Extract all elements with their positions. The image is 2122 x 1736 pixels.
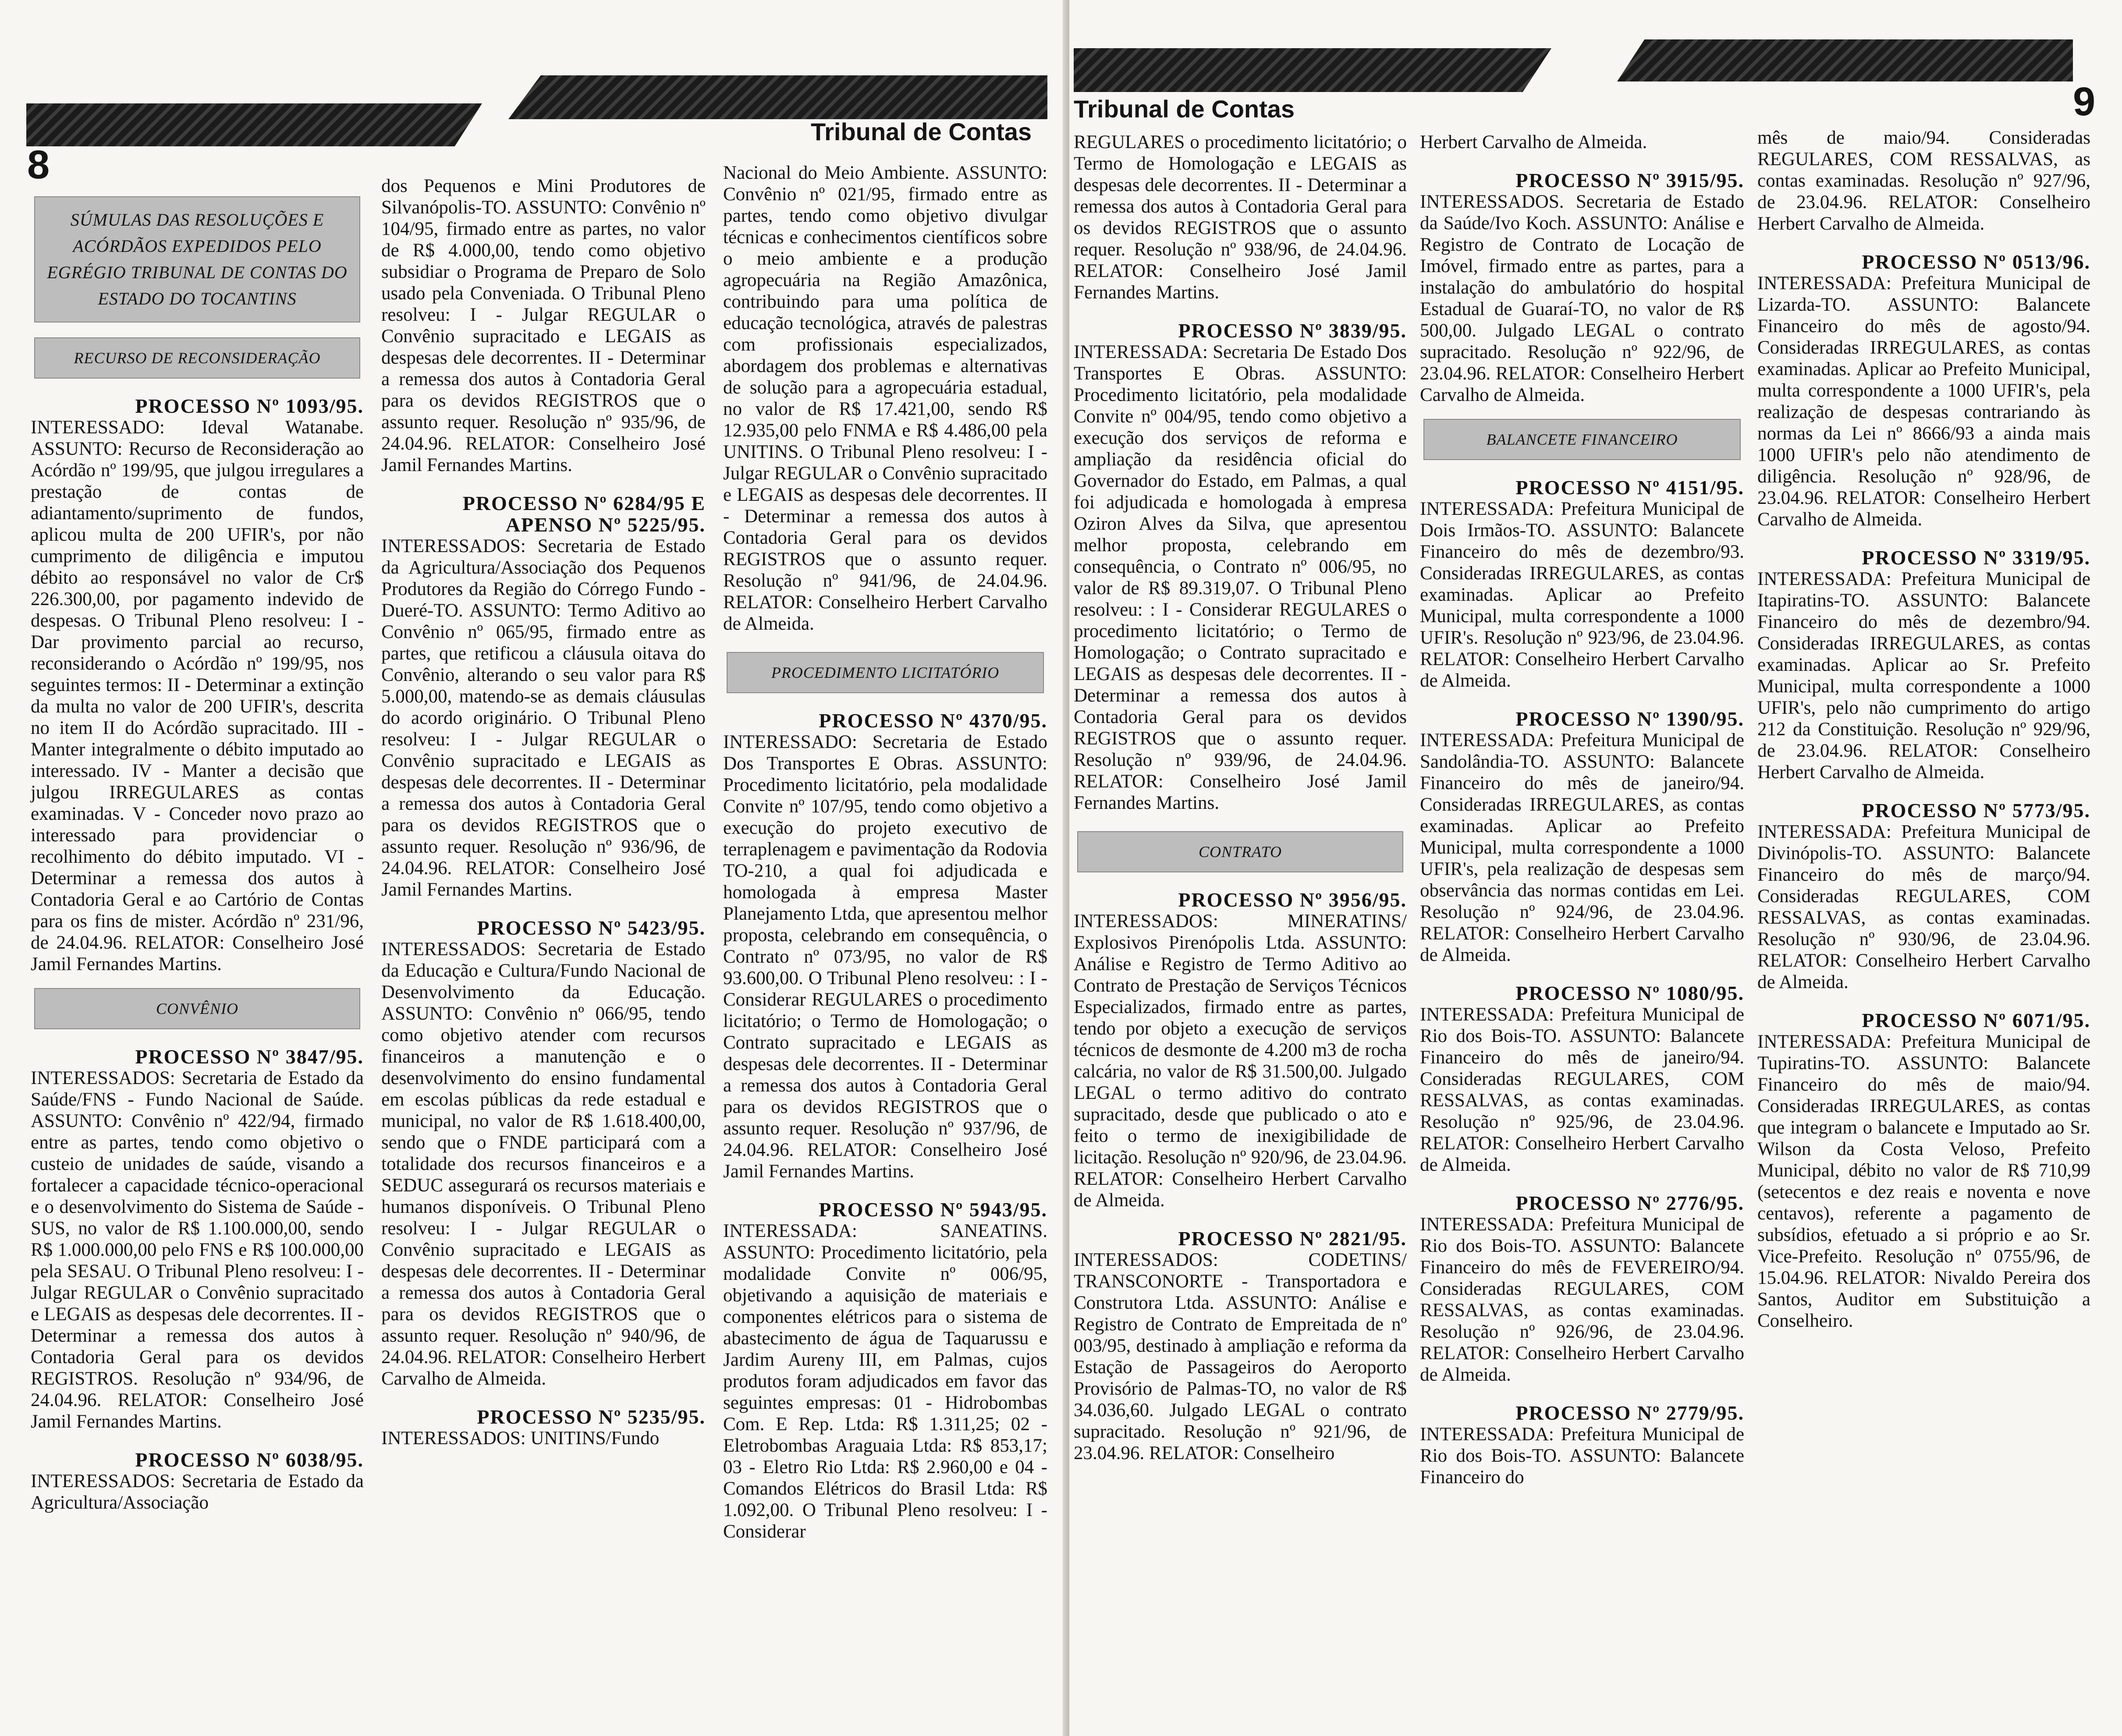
- section-banner-contrato: CONTRATO: [1077, 831, 1403, 872]
- process-body: dos Pequenos e Mini Produtores de Silvanópolis-TO. ASSUNTO: Convênio nº 104/95, firmado entre as partes, no valor de R$ 4.000,00, tendo como objetivo subsidiar o Programa de Preparo de Solo usado pela Conveniada. O Tribunal Pleno resolveu: I - Julgar REGULAR o Convênio supracitado e LEGAIS as despesas dele decorrentes. II - Determinar a remessa dos autos à Contadoria Geral para os devidos REGISTROS que o assunto requer. Resolução nº 935/96, de 24.04.96. RELATOR: Conselheiro José Jamil Fernandes Martins.: [381, 176, 706, 475]
- process-body: Herbert Carvalho de Almeida.: [1420, 132, 1647, 152]
- process-title: PROCESSO Nº 5423/95.: [477, 917, 706, 939]
- section-banner-licitatorio: PROCEDIMENTO LICITATÓRIO: [727, 652, 1044, 693]
- process-title: PROCESSO Nº 4151/95.: [1515, 476, 1744, 499]
- process-body: INTERESSADO: Secretaria de Estado Dos Transportes E Obras. ASSUNTO: Procedimento licitatório, pela modalidade Convite nº 107/95, tendo como objetivo a execução do projeto executivo de terraplenagem e pavimentação da Rodovia TO-210, a qual foi adjudicada e homologada à empresa Master Planejamento Ltda, que apresentou melhor proposta, celebrando em consequência, o Contrato nº 073/95, no valor de R$ 93.600,00. O Tribunal Pleno resolveu: : I - Considerar REGULARES o procedimento licitatório; o Termo de Homologação; o Contrato supracitado e LEGAIS as despesas dele decorrentes. II - Determinar a remessa dos autos à Contadoria Geral para os devidos REGISTROS que o assunto requer. Resolução nº 937/96, de 24.04.96. RELATOR: Conselheiro José Jamil Fernandes Martins.: [723, 732, 1047, 1182]
- page-number: 9: [2073, 79, 2096, 124]
- process-body: INTERESSADA: Prefeitura Municipal de Itapiratins-TO. ASSUNTO: Balancete Financeiro do mês de dezembro/94. Consideradas IRREGULARES, as contas examinadas. Aplicar ao Sr. Prefeito Municipal, multa correspondente a 1000 UFIR's, pelo não cumprimento do artigo 212 da Constituição. Resolução nº 929/96, de 23.04.96. RELATOR: Conselheiro Herbert Carvalho de Almeida.: [1757, 569, 2090, 783]
- process-title: PROCESSO Nº 5235/95.: [477, 1406, 706, 1428]
- process-body: INTERESSADA: Prefeitura Municipal de Rio dos Bois-TO. ASSUNTO: Balancete Financeiro do mês de janeiro/94. Consideradas REGULARES, COM RESSALVAS, as contas examinadas. Resolução nº 925/96, de 23.04.96. RELATOR: Conselheiro Herbert Carvalho de Almeida.: [1420, 1004, 1744, 1175]
- process-body: INTERESSADA: Prefeitura Municipal de Rio dos Bois-TO. ASSUNTO: Balancete Financeiro do mês de FEVEREIRO/94. Consideradas REGULARES, COM RESSALVAS, as contas examinadas. Resolução nº 926/96, de 23.04.96. RELATOR: Conselheiro Herbert Carvalho de Almeida.: [1420, 1214, 1744, 1385]
- process-body: INTERESSADA: Secretaria De Estado Dos Transportes E Obras. ASSUNTO: Procedimento licitatório, pela modalidade Convite nº 004/95, tendo como objetivo a execução dos serviços de reforma e ampliação da residência oficial do Governador do Estado, em Palmas, a qual foi adjudicada e homologada à empresa Oziron Alves da Silva, que apresentou melhor proposta, celebrando em consequência, o Contrato nº 006/95, no valor de R$ 89.319,07. O Tribunal Pleno resolveu: : I - Considerar REGULARES o procedimento licitatório; o Termo de Homologação; o Contrato supracitado e LEGAIS as despesas dele decorrentes. II - Determinar a remessa dos autos à Contadoria Geral para os devidos REGISTROS que o assunto requer. Resolução nº 939/96, de 24.04.96. RELATOR: Conselheiro José Jamil Fernandes Martins.: [1074, 342, 1407, 813]
- process-title: PROCESSO Nº 1093/95.: [135, 395, 364, 417]
- header-bar-right: [508, 75, 1047, 119]
- process-body: INTERESSADOS: Secretaria de Estado da Agricultura/Associação: [31, 1471, 364, 1513]
- process-body: INTERESSADA: Prefeitura Municipal de Lizarda-TO. ASSUNTO: Balancete Financeiro do mês de agosto/94. Consideradas IRREGULARES, as contas examinadas. Aplicar ao Prefeito Municipal, multa correspondente a 1000 UFIR's, pela realização de despesas contrariando às normas da Lei nº 8666/93 a ainda mais 1000 UFIR's pelo não atendimento de diligência. Resolução nº 928/96, de 23.04.96. RELATOR: Conselheiro Herbert Carvalho de Almeida.: [1757, 273, 2090, 530]
- process-body: INTERESSADOS: Secretaria de Estado da Saúde/FNS - Fundo Nacional de Saúde. ASSUNTO: Convênio nº 422/94, firmado entre as partes, tendo como objetivo o custeio de unidades de saúde, visando a fortalecer a capacidade técnico-operacional e o desenvolvimento do Sistema de Saúde - SUS, no valor de R$ 1.100.000,00, sendo R$ 1.000.000,00 pelo FNS e R$ 100.000,00 pela SESAU. O Tribunal Pleno resolveu: I - Julgar REGULAR o Convênio supracitado e LEGAIS as despesas dele decorrentes. II - Determinar a remessa dos autos à Contadoria Geral para os devidos REGISTROS. Resolução nº 934/96, de 24.04.96. RELATOR: Conselheiro José Jamil Fernandes Martins.: [31, 1068, 364, 1432]
- right-page: [1069, 0, 2122, 1736]
- header-bar-right: [1617, 39, 2073, 81]
- column-3: [723, 162, 1047, 1545]
- process-title: PROCESSO Nº 1080/95.: [1515, 982, 1744, 1004]
- process-body: INTERESSADOS: UNITINS/Fundo: [381, 1428, 660, 1449]
- process-title: PROCESSO Nº 4370/95.: [819, 709, 1047, 732]
- process-title: PROCESSO Nº 3956/95.: [1178, 889, 1407, 911]
- process-body: INTERESSADA: Prefeitura Municipal de Rio dos Bois-TO. ASSUNTO: Balancete Financeiro do: [1420, 1424, 1744, 1488]
- section-banner-balancete: BALANCETE FINANCEIRO: [1423, 419, 1741, 460]
- process-body: INTERESSADA: Prefeitura Municipal de Sandolândia-TO. ASSUNTO: Balancete Financeiro do mês de janeiro/94. Consideradas IRREGULARES, as contas examinadas. Aplicar ao Prefeito Municipal, multa correspondente a 1000 UFIR's, pela realização de despesas sem observância das normas contidas em Lei. Resolução nº 924/96, de 23.04.96. RELATOR: Conselheiro Herbert Carvalho de Almeida.: [1420, 730, 1744, 965]
- process-title: PROCESSO Nº 2821/95.: [1178, 1227, 1407, 1250]
- column-2: [381, 175, 706, 1452]
- process-body: INTERESSADOS: Secretaria de Estado da Agricultura/Associação dos Pequenos Produtores da Região do Córrego Fundo - Dueré-TO. ASSUNTO: Termo Aditivo ao Convênio nº 065/95, firmado entre as partes, que retificou a cláusula oitava do Convênio, alterando o seu valor para R$ 5.000,00, matendo-se as demais cláusulas do acordo originário. O Tribunal Pleno resolveu: I - Julgar REGULAR o Convênio supracitado e LEGAIS as despesas dele decorrentes. II - Determinar a remessa dos autos à Contadoria Geral para os devidos REGISTROS que o assunto requer. Resolução nº 936/96, de 24.04.96. RELATOR: Conselheiro José Jamil Fernandes Martins.: [381, 536, 706, 900]
- process-body: mês de maio/94. Consideradas REGULARES, COM RESSALVAS, as contas examinadas. Resolução nº 927/96, de 23.04.96. RELATOR: Conselheiro Herbert Carvalho de Almeida.: [1757, 128, 2090, 234]
- process-title: PROCESSO Nº 6038/95.: [135, 1449, 364, 1471]
- process-title: PROCESSO Nº 6284/95 E APENSO Nº 5225/95.: [462, 492, 706, 536]
- header-bar-left: [1074, 48, 1551, 92]
- section-title: Tribunal de Contas: [1074, 95, 1295, 123]
- summary-banner: SÚMULAS DAS RESOLUÇÕES E ACÓRDÃOS EXPEDIDOS PELO EGRÉGIO TRIBUNAL DE CONTAS DO ESTADO DO TOCANTINS: [34, 196, 360, 322]
- column-3: [1757, 127, 2090, 1334]
- process-title: PROCESSO Nº 2776/95.: [1515, 1192, 1744, 1214]
- process-body: INTERESSADA: Prefeitura Municipal de Tupiratins-TO. ASSUNTO: Balancete Financeiro do mês de maio/94. Consideradas IRREGULARES, as contas que integram o balancete e Imputado ao Sr. Wilson da Costa Veloso, Prefeito Municipal, débito no valor de R$ 710,99 (setecentos e dez reais e noventa e nove centavos), referente a pagamento de subsídios, efetuado a si próprio e ao Sr. Vice-Prefeito. Resolução nº 0755/96, de 15.04.96. RELATOR: Nivaldo Pereira dos Santos, Auditor em Substituição a Conselheiro.: [1757, 1031, 2090, 1331]
- process-body: INTERESSADOS: Secretaria de Estado da Educação e Cultura/Fundo Nacional de Desenvolvimento da Educação. ASSUNTO: Convênio nº 066/95, tendo como objetivo atender com recursos financeiros a manutenção e o desenvolvimento do ensino fundamental em escolas públicas da rede estadual e municipal, no valor de R$ 1.618.400,00, sendo que o FNDE participará com a totalidade dos recursos financeiros e a SEDUC assegurará os recursos materiais e humanos disponíveis. O Tribunal Pleno resolveu: I - Julgar REGULAR o Convênio supracitado e LEGAIS as despesas dele decorrentes. II - Determinar a remessa dos autos à Contadoria Geral para os devidos REGISTROS que o assunto requer. Resolução nº 940/96, de 24.04.96. RELATOR: Conselheiro Herbert Carvalho de Almeida.: [381, 939, 706, 1389]
- page-number: 8: [27, 142, 50, 187]
- process-title: PROCESSO Nº 0513/96.: [1862, 251, 2090, 273]
- process-body: INTERESSADOS: CODETINS/ TRANSCONORTE - Transportadora e Construtora Ltda. ASSUNTO: Análise e Registro de Contrato de Empreitada de nº 003/95, destinado à ampliação e reforma da Estação de Passageiros do Aeroporto Provisório de Palmas-TO, no valor de R$ 34.036,60. Julgado LEGAL o contrato supracitado. Resolução nº 921/96, de 23.04.96. RELATOR: Conselheiro: [1074, 1250, 1407, 1463]
- process-body: REGULARES o procedimento licitatório; o Termo de Homologação e LEGAIS as despesas dele decorrentes. II - Determinar a remessa dos autos à Contadoria Geral para os devidos REGISTROS que o assunto requer. Resolução nº 938/96, de 24.04.96. RELATOR: Conselheiro José Jamil Fernandes Martins.: [1074, 132, 1407, 303]
- process-title: PROCESSO Nº 3847/95.: [135, 1045, 364, 1068]
- process-body: INTERESSADA: Prefeitura Municipal de Dois Irmãos-TO. ASSUNTO: Balancete Financeiro do mês de dezembro/93. Consideradas IRREGULARES, as contas examinadas. Aplicar ao Prefeito Municipal, multa correspondente a 1000 UFIR's. Resolução nº 923/96, de 23.04.96. RELATOR: Conselheiro Herbert Carvalho de Almeida.: [1420, 499, 1744, 691]
- process-title: PROCESSO Nº 5943/95.: [819, 1198, 1047, 1221]
- process-body: INTERESSADOS. Secretaria de Estado da Saúde/Ivo Koch. ASSUNTO: Análise e Registro de Contrato de Locação de Imóvel, firmado entre as partes, para a instalação do ambulatório do hospital Estadual de Guaraí-TO, no valor de R$ 500,00. Julgado LEGAL o contrato supracitado. Resolução nº 922/96, de 23.04.96. RELATOR: Conselheiro Herbert Carvalho de Almeida.: [1420, 191, 1744, 405]
- process-title: PROCESSO Nº 3839/95.: [1178, 319, 1407, 342]
- column-1: [31, 188, 364, 1516]
- section-banner-convenio: CONVÊNIO: [34, 988, 360, 1029]
- process-title: PROCESSO Nº 3319/95.: [1862, 546, 2090, 569]
- header-bar-left: [26, 103, 482, 146]
- process-body: INTERESSADOS: MINERATINS/ Explosivos Pirenópolis Ltda. ASSUNTO: Análise e Registro de Termo Aditivo ao Contrato de Prestação de Serviços Técnicos Especializados, firmado entre as partes, tendo por objeto a execução de serviços técnicos de desmonte de 4.200 m3 de rocha calcária, no valor de R$ 31.500,00. Julgado LEGAL o termo aditivo do contrato supracitado, desde que publicado o ato e feito o termo de inexigibilidade de licitação. Resolução nº 920/96, de 23.04.96. RELATOR: Conselheiro Herbert Carvalho de Almeida.: [1074, 911, 1407, 1211]
- section-title: Tribunal de Contas: [811, 118, 1032, 145]
- process-title: PROCESSO Nº 3915/95.: [1515, 169, 1744, 191]
- process-title: PROCESSO Nº 5773/95.: [1862, 799, 2090, 822]
- process-body: INTERESSADA: SANEATINS. ASSUNTO: Procedimento licitatório, pela modalidade Convite nº 006/95, objetivando a aquisição de materiais e componentes elétricos para o sistema de abastecimento de água de Taquarussu e Jardim Aureny III, em Palmas, cujos produtos foram adjudicados em favor das seguintes empresas: 01 - Hidrobombas Com. E Rep. Ltda: R$ 1.311,25; 02 - Eletrobombas Araguaia Ltda: R$ 853,17; 03 - Eletro Rio Ltda: R$ 2.960,00 e 04 - Comandos Elétricos do Brasil Ltda: R$ 1.092,00. O Tribunal Pleno resolveu: I - Considerar: [723, 1221, 1047, 1542]
- process-title: PROCESSO Nº 6071/95.: [1862, 1009, 2090, 1031]
- column-2: [1420, 131, 1744, 1491]
- process-body: INTERESSADO: Ideval Watanabe. ASSUNTO: Recurso de Reconsideração ao Acórdão nº 199/95, que julgou irregulares a prestação de contas de adiantamento/suprimento de fundos, aplicou multa de 200 UFIR's, por não cumprimento de diligência e imputou débito ao responsável no valor de Cr$ 226.300,00, por pagamento indevido de despesas. O Tribunal Pleno resolveu: I - Dar provimento parcial ao recurso, reconsiderando o Acórdão nº 199/95, nos seguintes termos: II - Determinar a extinção da multa no valor de 200 UFIR's, descrita no item II do Acórdão supracitado. III - Manter integralmente o débito imputado ao interessado. IV - Manter a decisão que julgou IRREGULARES as contas examinadas. V - Conceder novo prazo ao interessado para providenciar o recolhimento do débito imputado. VI - Determinar a remessa dos autos à Contadoria Geral e ao Cartório de Contas para os fins de mister. Acórdão nº 231/96, de 24.04.96. RELATOR: Conselheiro José Jamil Fernandes Martins.: [31, 417, 364, 974]
- process-body: Nacional do Meio Ambiente. ASSUNTO: Convênio nº 021/95, firmado entre as partes, tendo como objetivo divulgar técnicas e conhecimentos científicos sobre o meio ambiente e a produção agropecuária na Região Amazônica, contribuindo para uma política de educação tecnológica, através de palestras com profissionais especializados, abordagem dos problemas e alternativas de solução para a agropecuária estadual, no valor de R$ 17.421,00, sendo R$ 12.935,00 pelo FNMA e R$ 4.486,00 pela UNITINS. O Tribunal Pleno resolveu: I - Julgar REGULAR o Convênio supracitado e LEGAIS as despesas dele decorrentes. II - Determinar a remessa dos autos à Contadoria Geral para os devidos REGISTROS que o assunto requer. Resolução nº 941/96, de 24.04.96. RELATOR: Conselheiro Herbert Carvalho de Almeida.: [723, 163, 1047, 634]
- section-banner-recurso: RECURSO DE RECONSIDERAÇÃO: [34, 337, 360, 379]
- process-title: PROCESSO Nº 1390/95.: [1515, 708, 1744, 730]
- process-body: INTERESSADA: Prefeitura Municipal de Divinópolis-TO. ASSUNTO: Balancete Financeiro do mês de março/94. Consideradas REGULARES, COM RESSALVAS, as contas examinadas. Resolução nº 930/96, de 23.04.96. RELATOR: Conselheiro Herbert Carvalho de Almeida.: [1757, 822, 2090, 992]
- column-1: [1074, 131, 1407, 1467]
- process-title: PROCESSO Nº 2779/95.: [1515, 1402, 1744, 1424]
